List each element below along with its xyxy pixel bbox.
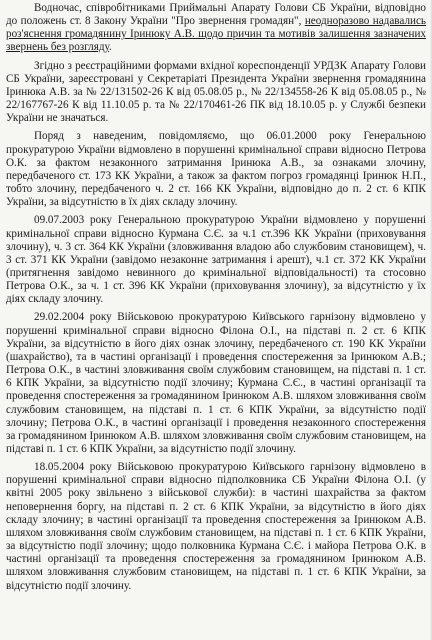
text-segment: 29.02.2004 року Військовою прокуратурою Київського гарнізону відмовлено у порушенні кримінальної справи відносно Філона О.І., на підставі п. 2 ст. 6 КПК України, за відсутністю в його діях ознак злочину, передбаченого ст. 190 КК України (шахрайство), та в частині організації і проведення спостереження за Іринюком А.В.; Петрова О.К., в частині зловживання своїм службовим становищем, на підставі п. 1 ст. 6 КПК України, за відсутністю події злочину; Курмана С.Є., в частині організації та проведення спостереження за громадянином Іринюком А.В. шляхом зловживання своїм службовим становищем, на підставі п. 1 ст. 6 КПК України, за відсутністю події злочину; Петрова О.К., в частині організації і проведення незаконного спостереження за громадянином Іринюком А.В. шляхом зловживання своїм службовим становищем, на підставі п. 1 ст. 6 КПК України, за відсутністю події злочину. xyxy=(6,311,426,455)
text-segment: Згідно з реєстраційними формами вхідної кореспонденції УРДЗК Апарату Голови СБ України, зареєстровані у Секретаріаті Президента України звернення громадянина Іринюка А.В. за № 22/131502-26 К від 05.08.05 р., № 22/134558-26 К від 05.08.05 р., № 22/167767-26 К від 11.10.05 р. та № 22/170461-26 ПК від 18.10.05 р. у Службі безпеки України не значаться. xyxy=(6,59,426,125)
text-segment: 09.07.2003 року Генеральною прокуратурою України відмовлено у порушенні кримінальної справи відносно Курмана С.Є. за ч.1 ст.396 КК України (приховування злочину), ч. 3 ст. 364 КК України (зловживання владою або службовим становищем), ч. 3 ст. 371 КК України (завідомо незаконне затримання і арешт), ч.1 ст. 372 КК України (притягнення завідомо невинного до кримінальної відповідальності) та стосовно Петрова О.К., за ч. 1 ст. 396 КК України (приховування злочину), за відсутністю у їх діях складу злочину. xyxy=(6,214,426,306)
document-body xyxy=(6,2,426,593)
text-segment: Поряд з наведеним, повідомляємо, що 06.01.2000 року Генеральною прокуратурою України відмовлено в порушенні кримінальної справи відносно Петрова О.К. за фактом незаконного затримання Іринюка А.В., за ознаками злочину, передбаченого ст. 173 КК України, а також за фактом погроз громадянці Іринюк Н.П., тобто злочину, передбаченого ч. 2 ст. 166 КК України, відповідно до п. 2 ст. 6 КПК України, за відсутністю в їх діях складу злочину. xyxy=(6,130,426,209)
text-segment: Водночас, співробітниками Приймальні Апарату Голови СБ України, відповідно до положень ст. 8 Закону України "Про звернення громадян", xyxy=(6,2,426,28)
paragraph-registration-forms xyxy=(6,60,426,126)
paragraph-general-prosecutor-2003 xyxy=(6,214,426,306)
paragraph-military-prosecutor-february-2004 xyxy=(6,311,426,456)
paragraph-military-prosecutor-may-2004 xyxy=(6,461,426,593)
text-segment: . xyxy=(108,41,112,54)
text-segment: 18.05.2004 року Військовою прокуратурою Київського гарнізону відмовлено в порушенні кримінальної справи відносно підполковника СБ України Філона О.І. (у квітні 2005 року звільнено з військової служби): в частині шахрайства за фактом неповернення боргу, на підставі п. 2 ст. 6 КПК України, за відсутністю в його діях складу злочину; в частині організації та проведення спостереження за Іринюком А.В. шляхом зловживання своїм службовим становищем, на підставі п. 1 ст. 6 КПК України, за відсутністю події злочину; щодо полковника Курмана С.Є. і майора Петрова О.К. в частині організації та проведення спостереження за громадянином Іринюком А.В. шляхом зловживання службовим становищем, на підставі п. 1 ст. 6 КПК України, за відсутністю події злочину. xyxy=(6,461,426,592)
paragraph-general-prosecutor-2000 xyxy=(6,130,426,209)
paragraph-refusal-explanations xyxy=(6,2,426,55)
underlined-text-segment: неодноразово надавались роз'яснення громадянину Іринюку А.В. щодо причин та мотивів залишення зазначених звернень без розгляду xyxy=(6,15,426,54)
